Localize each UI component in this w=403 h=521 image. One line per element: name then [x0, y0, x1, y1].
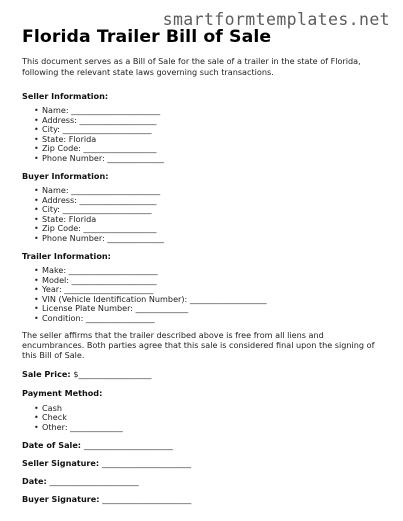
seller-signature-row[interactable] [22, 458, 388, 468]
payment-option-check[interactable]: • Check [35, 413, 388, 423]
buyer-heading: Buyer Information: [22, 171, 109, 181]
buyer-signature-line[interactable]: ______________________ [102, 494, 192, 505]
seller-affirmation: The seller affirms that the trailer described above is free from all liens and encumbrances. Both parties agree that this sale is considered final upon the signing of this Bill of Sale. [22, 330, 375, 361]
sale-price-row[interactable] [22, 369, 388, 379]
trailer-make-field[interactable]: • Make: ______________________ [35, 266, 388, 276]
payment-option-cash[interactable]: • Cash [35, 404, 388, 414]
seller-section [22, 91, 388, 163]
seller-signature-label: Seller Signature: [22, 458, 102, 469]
payment-option-other[interactable]: • Other: _____________ [35, 423, 388, 433]
payment-section [22, 388, 388, 433]
date-row[interactable] [22, 476, 388, 486]
trailer-vin-field[interactable]: • VIN (Vehicle Identification Number): ___________________ [35, 295, 388, 305]
document-body [22, 26, 388, 504]
seller-signature-line[interactable]: ______________________ [101, 458, 191, 469]
intro-paragraph: This document serves as a Bill of Sale for the sale of a trailer in the state of Florida, following the relevant state laws governing such transactions. [22, 56, 361, 77]
buyer-fields [22, 186, 388, 243]
buyer-signature-row[interactable] [22, 494, 388, 504]
seller-city-field[interactable]: • City: ______________________ [35, 125, 388, 135]
seller-zip-field[interactable]: • Zip Code: __________________ [35, 144, 388, 154]
trailer-plate-field[interactable]: • License Plate Number: _____________ [35, 304, 388, 314]
date-of-sale-label: Date of Sale: [22, 440, 84, 451]
seller-name-field[interactable]: • Name: ______________________ [35, 106, 388, 116]
buyer-city-field[interactable]: • City: ______________________ [35, 205, 388, 215]
date-of-sale-line[interactable]: ______________________ [83, 440, 173, 451]
trailer-fields [22, 266, 388, 323]
buyer-phone-field[interactable]: • Phone Number: ______________ [35, 234, 388, 244]
trailer-condition-field[interactable]: • Condition: _________________ [35, 314, 388, 324]
buyer-zip-field[interactable]: • Zip Code: __________________ [35, 224, 388, 234]
trailer-section [22, 251, 388, 323]
seller-state-field: • State: Florida [35, 135, 388, 145]
payment-options [22, 404, 388, 433]
buyer-address-field[interactable]: • Address: ___________________ [35, 196, 388, 206]
seller-phone-field[interactable]: • Phone Number: ______________ [35, 154, 388, 164]
seller-fields [22, 106, 388, 163]
buyer-section [22, 171, 388, 243]
trailer-year-field[interactable]: • Year: ______________________ [35, 285, 388, 295]
watermark: smartformtemplates.net [162, 10, 390, 29]
trailer-model-field[interactable]: • Model: _____________________ [35, 276, 388, 286]
date-line[interactable]: ______________________ [49, 476, 139, 487]
seller-heading: Seller Information: [22, 91, 109, 101]
payment-heading: Payment Method: [22, 387, 103, 398]
document-title: Florida Trailer Bill of Sale [22, 27, 272, 47]
date-of-sale-row[interactable] [22, 440, 388, 450]
buyer-name-field[interactable]: • Name: ______________________ [35, 186, 388, 196]
trailer-heading: Trailer Information: [22, 251, 111, 261]
sale-price-line[interactable]: $__________________ [73, 368, 152, 379]
sale-price-label: Sale Price: [22, 368, 74, 379]
date-label: Date: [22, 476, 50, 487]
buyer-signature-label: Buyer Signature: [22, 494, 103, 505]
seller-address-field[interactable]: • Address: ___________________ [35, 116, 388, 126]
buyer-state-field: • State: Florida [35, 215, 388, 225]
